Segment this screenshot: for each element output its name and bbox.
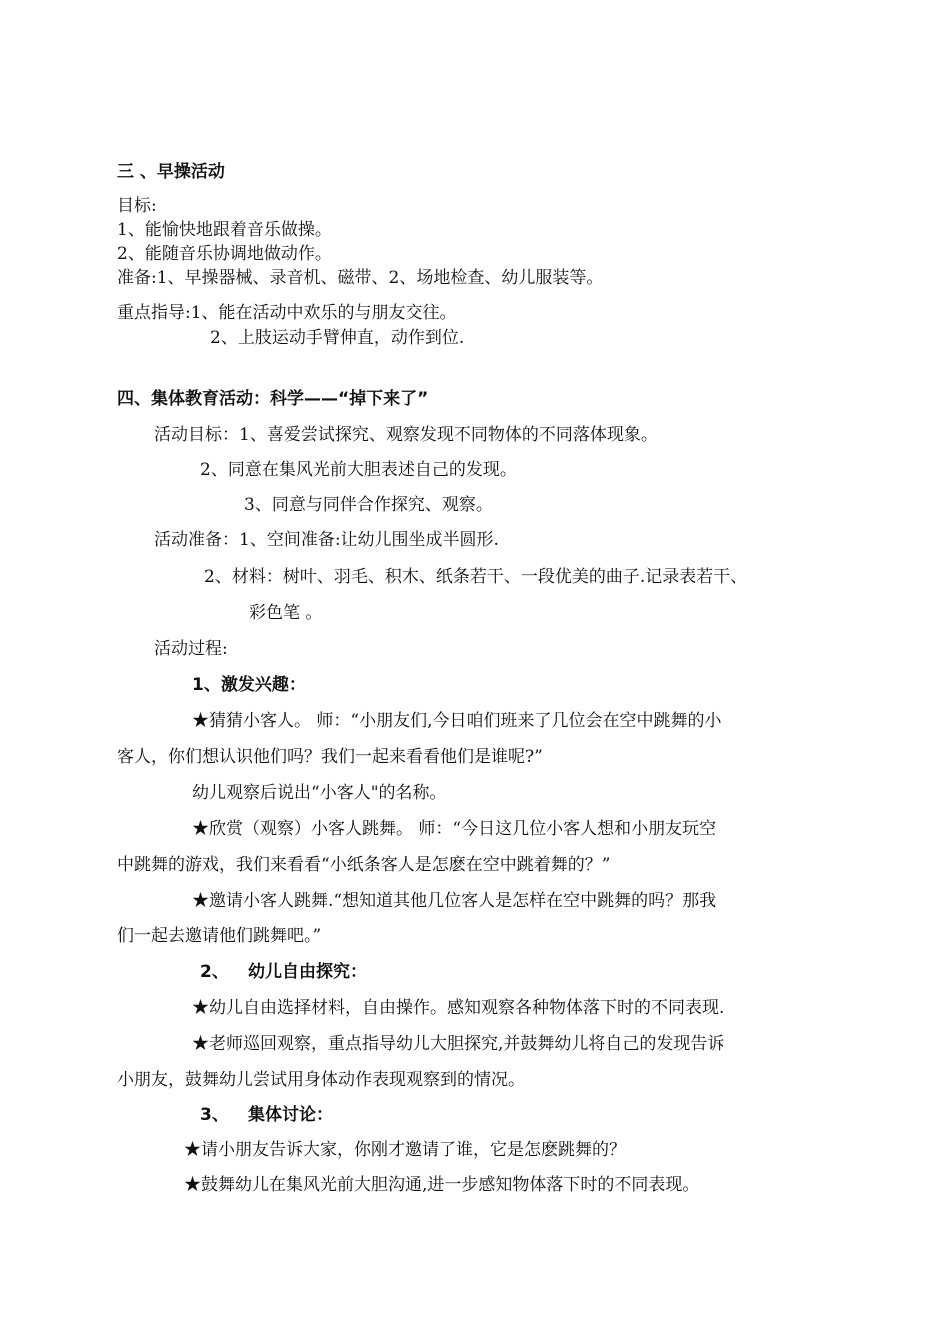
prep-line-1: 活动准备：1、空间准备:让幼儿围坐成半圆形. <box>154 530 499 550</box>
step1-line-7: 们一起去邀请他们跳舞吧。” <box>117 926 322 946</box>
section3-goal-label: 目标: <box>117 196 157 216</box>
step2-line-1: ★幼儿自由选择材料，自由操作。感知观察各种物体落下时的不同表现. <box>192 998 725 1018</box>
step3-title: 集体讨论： <box>248 1105 333 1125</box>
step1-title: 1、激发兴趣： <box>192 675 306 695</box>
section3-goal-2: 2、能随音乐协调地做动作。 <box>117 244 332 264</box>
step1-line-1: ★猜猜小客人。 师：“小朋友们,今日咱们班来了几位会在空中跳舞的小 <box>192 711 722 731</box>
step3-number: 3、 <box>200 1105 229 1125</box>
prep-line-3: 彩色笔 。 <box>249 603 323 623</box>
section3-prep: 准备:1、早操器械、录音机、磁带、2、场地检查、幼儿服装等。 <box>117 268 604 288</box>
goals-line-2: 2、同意在集风光前大胆表述自己的发现。 <box>200 460 517 480</box>
goals-line-1: 活动目标：1、喜爱尝试探究、观察发现不同物体的不同落体现象。 <box>154 425 658 445</box>
step1-line-2: 客人，你们想认识他们吗？我们一起来看看他们是谁呢?” <box>117 747 543 767</box>
step2-line-2: ★老师巡回观察，重点指导幼儿大胆探究,并鼓舞幼儿将自己的发现告诉 <box>192 1034 725 1054</box>
step1-line-4: ★欣赏（观察）小客人跳舞。 师：“今日这几位小客人想和小朋友玩空 <box>192 819 717 839</box>
step1-line-6: ★邀请小客人跳舞.“想知道其他几位客人是怎样在空中跳舞的吗？那我 <box>192 891 717 911</box>
step2-line-3: 小朋友，鼓舞幼儿尝试用身体动作表现观察到的情况。 <box>117 1070 525 1090</box>
step3-line-1: ★请小朋友告诉大家，你刚才邀请了谁，它是怎麽跳舞的？ <box>184 1140 626 1160</box>
step1-line-3: 幼儿观察后说出“小客人"的名称。 <box>192 783 447 803</box>
step3-line-2: ★鼓舞幼儿在集风光前大胆沟通,进一步感知物体落下时的不同表现。 <box>184 1175 700 1195</box>
prep-line-2: 2、材料：树叶、羽毛、积木、纸条若干、一段优美的曲子.记录表若干、 <box>204 567 748 587</box>
process-label: 活动过程: <box>154 639 228 659</box>
section3-goal-1: 1、能愉快地跟着音乐做操。 <box>117 220 332 240</box>
section3-heading: 三 、早操活动 <box>117 162 225 182</box>
step2-number: 2、 <box>200 962 229 982</box>
section3-focus-1: 重点指导:1、能在活动中欢乐的与朋友交往。 <box>117 303 457 323</box>
step2-title: 幼儿自由探究： <box>248 962 367 982</box>
section4-heading: 四、集体教育活动：科学——“掉下来了” <box>117 389 429 409</box>
section3-focus-2: 2、上肢运动手臂伸直，动作到位. <box>210 328 465 348</box>
step1-line-5: 中跳舞的游戏，我们来看看“小纸条客人是怎麽在空中跳着舞的？” <box>117 855 611 875</box>
goals-line-3: 3、同意与同伴合作探究、观察。 <box>244 495 493 515</box>
